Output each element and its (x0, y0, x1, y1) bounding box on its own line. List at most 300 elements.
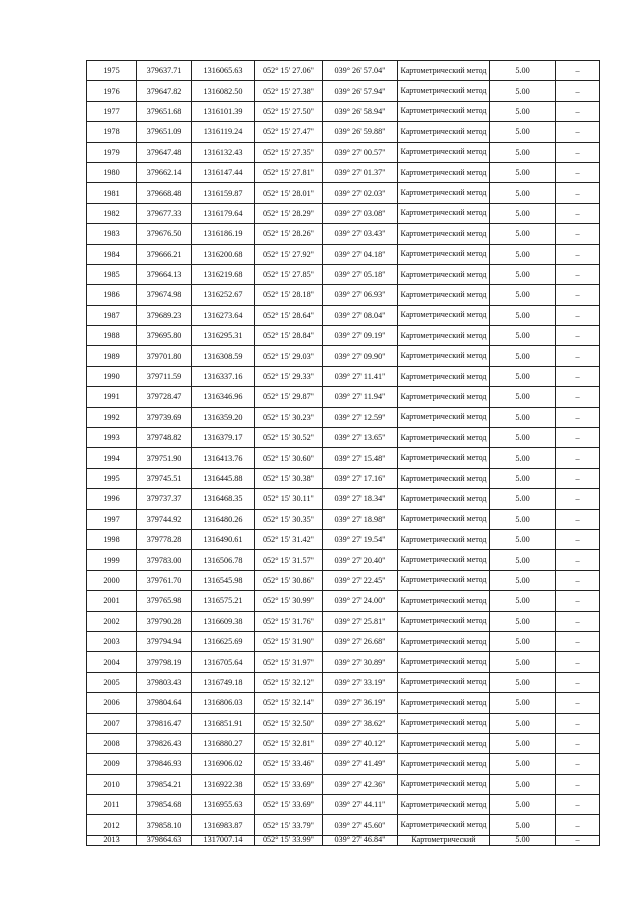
x-coordinate-cell: 379748.82 (137, 428, 192, 448)
point-number-cell: 1986 (87, 285, 137, 305)
longitude-cell: 039° 27' 42.36" (323, 774, 398, 794)
point-number-cell: 2004 (87, 652, 137, 672)
point-number-cell: 1979 (87, 142, 137, 162)
point-number-cell: 1977 (87, 101, 137, 121)
table-row (87, 774, 600, 794)
y-coordinate-cell: 1316200.68 (192, 244, 255, 264)
extra-cell: – (556, 733, 600, 753)
extra-cell: – (556, 101, 600, 121)
x-coordinate-cell: 379701.80 (137, 346, 192, 366)
table-row (87, 754, 600, 774)
accuracy-cell: 5.00 (490, 122, 556, 142)
latitude-cell: 052° 15' 30.52" (255, 428, 323, 448)
method-cell: Картометрический метод (398, 509, 490, 529)
table-row (87, 407, 600, 427)
table-row (87, 326, 600, 346)
longitude-cell: 039° 27' 09.90" (323, 346, 398, 366)
accuracy-cell: 5.00 (490, 815, 556, 835)
y-coordinate-cell: 1316337.16 (192, 366, 255, 386)
longitude-cell: 039° 27' 02.03" (323, 183, 398, 203)
y-coordinate-cell: 1316922.38 (192, 774, 255, 794)
x-coordinate-cell: 379783.00 (137, 550, 192, 570)
table-row (87, 509, 600, 529)
point-number-cell: 1997 (87, 509, 137, 529)
extra-cell: – (556, 652, 600, 672)
extra-cell: – (556, 672, 600, 692)
x-coordinate-cell: 379778.28 (137, 529, 192, 549)
method-cell: Картометрический метод (398, 611, 490, 631)
point-number-cell: 2008 (87, 733, 137, 753)
x-coordinate-cell: 379794.94 (137, 631, 192, 651)
method-cell: Картометрический метод (398, 285, 490, 305)
table-row (87, 733, 600, 753)
y-coordinate-cell: 1316065.63 (192, 61, 255, 81)
accuracy-cell: 5.00 (490, 326, 556, 346)
longitude-cell: 039° 26' 59.88" (323, 122, 398, 142)
longitude-cell: 039° 26' 57.94" (323, 81, 398, 101)
latitude-cell: 052° 15' 32.81" (255, 733, 323, 753)
accuracy-cell: 5.00 (490, 795, 556, 815)
table-row (87, 835, 600, 845)
method-cell: Картометрический метод (398, 101, 490, 121)
method-cell: Картометрический метод (398, 428, 490, 448)
y-coordinate-cell: 1316379.17 (192, 428, 255, 448)
y-coordinate-cell: 1316445.88 (192, 468, 255, 488)
y-coordinate-cell: 1316082.50 (192, 81, 255, 101)
table-row (87, 713, 600, 733)
y-coordinate-cell: 1316880.27 (192, 733, 255, 753)
accuracy-cell: 5.00 (490, 387, 556, 407)
table-row (87, 468, 600, 488)
longitude-cell: 039° 26' 57.04" (323, 61, 398, 81)
table-row (87, 672, 600, 692)
x-coordinate-cell: 379677.33 (137, 203, 192, 223)
x-coordinate-cell: 379651.68 (137, 101, 192, 121)
x-coordinate-cell: 379695.80 (137, 326, 192, 346)
longitude-cell: 039° 27' 15.48" (323, 448, 398, 468)
accuracy-cell: 5.00 (490, 529, 556, 549)
latitude-cell: 052° 15' 28.29" (255, 203, 323, 223)
accuracy-cell: 5.00 (490, 407, 556, 427)
accuracy-cell: 5.00 (490, 631, 556, 651)
method-cell: Картометрический метод (398, 224, 490, 244)
extra-cell: – (556, 448, 600, 468)
extra-cell: – (556, 611, 600, 631)
longitude-cell: 039° 27' 06.93" (323, 285, 398, 305)
extra-cell: – (556, 407, 600, 427)
extra-cell: – (556, 81, 600, 101)
table-row (87, 366, 600, 386)
extra-cell: – (556, 570, 600, 590)
latitude-cell: 052° 15' 28.18" (255, 285, 323, 305)
method-cell: Картометрический метод (398, 489, 490, 509)
longitude-cell: 039° 27' 19.54" (323, 529, 398, 549)
point-number-cell: 2011 (87, 795, 137, 815)
latitude-cell: 052° 15' 32.12" (255, 672, 323, 692)
y-coordinate-cell: 1316219.68 (192, 264, 255, 284)
point-number-cell: 2006 (87, 693, 137, 713)
y-coordinate-cell: 1316159.87 (192, 183, 255, 203)
extra-cell: – (556, 162, 600, 182)
latitude-cell: 052° 15' 30.11" (255, 489, 323, 509)
table-row (87, 264, 600, 284)
y-coordinate-cell: 1316906.02 (192, 754, 255, 774)
extra-cell: – (556, 366, 600, 386)
x-coordinate-cell: 379647.48 (137, 142, 192, 162)
table-row (87, 652, 600, 672)
accuracy-cell: 5.00 (490, 672, 556, 692)
y-coordinate-cell: 1316806.03 (192, 693, 255, 713)
extra-cell: – (556, 489, 600, 509)
table-row (87, 428, 600, 448)
table-row (87, 122, 600, 142)
accuracy-cell: 5.00 (490, 611, 556, 631)
table-row (87, 693, 600, 713)
method-cell: Картометрический метод (398, 774, 490, 794)
x-coordinate-cell: 379668.48 (137, 183, 192, 203)
longitude-cell: 039° 27' 44.11" (323, 795, 398, 815)
longitude-cell: 039° 27' 24.00" (323, 591, 398, 611)
method-cell: Картометрический метод (398, 815, 490, 835)
table-row (87, 183, 600, 203)
extra-cell: – (556, 529, 600, 549)
extra-cell: – (556, 550, 600, 570)
y-coordinate-cell: 1316101.39 (192, 101, 255, 121)
y-coordinate-cell: 1316252.67 (192, 285, 255, 305)
y-coordinate-cell: 1316147.44 (192, 162, 255, 182)
latitude-cell: 052° 15' 33.69" (255, 795, 323, 815)
extra-cell: – (556, 346, 600, 366)
table-row (87, 285, 600, 305)
latitude-cell: 052° 15' 30.23" (255, 407, 323, 427)
latitude-cell: 052° 15' 30.35" (255, 509, 323, 529)
longitude-cell: 039° 27' 12.59" (323, 407, 398, 427)
longitude-cell: 039° 27' 01.37" (323, 162, 398, 182)
method-cell: Картометрический метод (398, 652, 490, 672)
accuracy-cell: 5.00 (490, 101, 556, 121)
method-cell: Картометрический метод (398, 570, 490, 590)
y-coordinate-cell: 1316575.21 (192, 591, 255, 611)
latitude-cell: 052° 15' 28.84" (255, 326, 323, 346)
x-coordinate-cell: 379751.90 (137, 448, 192, 468)
point-number-cell: 1983 (87, 224, 137, 244)
method-cell: Картометрический метод (398, 713, 490, 733)
table-row (87, 244, 600, 264)
point-number-cell: 2000 (87, 570, 137, 590)
latitude-cell: 052° 15' 27.47" (255, 122, 323, 142)
table-row (87, 591, 600, 611)
method-cell: Картометрический (398, 835, 490, 845)
latitude-cell: 052° 15' 30.60" (255, 448, 323, 468)
latitude-cell: 052° 15' 31.97" (255, 652, 323, 672)
accuracy-cell: 5.00 (490, 81, 556, 101)
accuracy-cell: 5.00 (490, 448, 556, 468)
x-coordinate-cell: 379858.10 (137, 815, 192, 835)
extra-cell: – (556, 795, 600, 815)
accuracy-cell: 5.00 (490, 489, 556, 509)
x-coordinate-cell: 379676.50 (137, 224, 192, 244)
table-row (87, 611, 600, 631)
method-cell: Картометрический метод (398, 162, 490, 182)
latitude-cell: 052° 15' 30.99" (255, 591, 323, 611)
latitude-cell: 052° 15' 31.42" (255, 529, 323, 549)
extra-cell: – (556, 631, 600, 651)
x-coordinate-cell: 379637.71 (137, 61, 192, 81)
coordinates-table (86, 60, 600, 846)
method-cell: Картометрический метод (398, 81, 490, 101)
method-cell: Картометрический метод (398, 61, 490, 81)
accuracy-cell: 5.00 (490, 550, 556, 570)
table-body (87, 61, 600, 846)
accuracy-cell: 5.00 (490, 713, 556, 733)
table-row (87, 305, 600, 325)
accuracy-cell: 5.00 (490, 61, 556, 81)
point-number-cell: 1981 (87, 183, 137, 203)
extra-cell: – (556, 428, 600, 448)
table-row (87, 570, 600, 590)
table-row (87, 142, 600, 162)
method-cell: Картометрический метод (398, 529, 490, 549)
x-coordinate-cell: 379804.64 (137, 693, 192, 713)
y-coordinate-cell: 1316308.59 (192, 346, 255, 366)
y-coordinate-cell: 1316132.43 (192, 142, 255, 162)
latitude-cell: 052° 15' 27.85" (255, 264, 323, 284)
longitude-cell: 039° 27' 09.19" (323, 326, 398, 346)
method-cell: Картометрический метод (398, 550, 490, 570)
point-number-cell: 1999 (87, 550, 137, 570)
extra-cell: – (556, 774, 600, 794)
method-cell: Картометрический метод (398, 122, 490, 142)
point-number-cell: 2013 (87, 835, 137, 845)
y-coordinate-cell: 1316413.76 (192, 448, 255, 468)
x-coordinate-cell: 379662.14 (137, 162, 192, 182)
y-coordinate-cell: 1316346.96 (192, 387, 255, 407)
latitude-cell: 052° 15' 31.90" (255, 631, 323, 651)
y-coordinate-cell: 1316851.91 (192, 713, 255, 733)
accuracy-cell: 5.00 (490, 142, 556, 162)
y-coordinate-cell: 1316119.24 (192, 122, 255, 142)
longitude-cell: 039° 27' 40.12" (323, 733, 398, 753)
longitude-cell: 039° 27' 30.89" (323, 652, 398, 672)
latitude-cell: 052° 15' 28.01" (255, 183, 323, 203)
y-coordinate-cell: 1316609.38 (192, 611, 255, 631)
point-number-cell: 1982 (87, 203, 137, 223)
point-number-cell: 1987 (87, 305, 137, 325)
table-row (87, 346, 600, 366)
x-coordinate-cell: 379664.13 (137, 264, 192, 284)
latitude-cell: 052° 15' 29.87" (255, 387, 323, 407)
method-cell: Картометрический метод (398, 631, 490, 651)
table-row (87, 489, 600, 509)
longitude-cell: 039° 27' 41.49" (323, 754, 398, 774)
longitude-cell: 039° 27' 18.34" (323, 489, 398, 509)
extra-cell: – (556, 326, 600, 346)
latitude-cell: 052° 15' 29.03" (255, 346, 323, 366)
y-coordinate-cell: 1316186.19 (192, 224, 255, 244)
accuracy-cell: 5.00 (490, 183, 556, 203)
longitude-cell: 039° 27' 33.19" (323, 672, 398, 692)
longitude-cell: 039° 27' 05.18" (323, 264, 398, 284)
x-coordinate-cell: 379739.69 (137, 407, 192, 427)
y-coordinate-cell: 1316468.35 (192, 489, 255, 509)
accuracy-cell: 5.00 (490, 244, 556, 264)
extra-cell: – (556, 224, 600, 244)
point-number-cell: 2012 (87, 815, 137, 835)
latitude-cell: 052° 15' 27.35" (255, 142, 323, 162)
extra-cell: – (556, 61, 600, 81)
point-number-cell: 1980 (87, 162, 137, 182)
longitude-cell: 039° 27' 46.84" (323, 835, 398, 845)
longitude-cell: 039° 27' 18.98" (323, 509, 398, 529)
method-cell: Картометрический метод (398, 733, 490, 753)
latitude-cell: 052° 15' 32.14" (255, 693, 323, 713)
y-coordinate-cell: 1316359.20 (192, 407, 255, 427)
x-coordinate-cell: 379765.98 (137, 591, 192, 611)
extra-cell: – (556, 387, 600, 407)
accuracy-cell: 5.00 (490, 693, 556, 713)
x-coordinate-cell: 379711.59 (137, 366, 192, 386)
method-cell: Картометрический метод (398, 264, 490, 284)
method-cell: Картометрический метод (398, 468, 490, 488)
table-row (87, 815, 600, 835)
accuracy-cell: 5.00 (490, 468, 556, 488)
accuracy-cell: 5.00 (490, 835, 556, 845)
method-cell: Картометрический метод (398, 693, 490, 713)
longitude-cell: 039° 27' 20.40" (323, 550, 398, 570)
latitude-cell: 052° 15' 27.06" (255, 61, 323, 81)
point-number-cell: 2007 (87, 713, 137, 733)
x-coordinate-cell: 379798.19 (137, 652, 192, 672)
longitude-cell: 039° 27' 00.57" (323, 142, 398, 162)
accuracy-cell: 5.00 (490, 366, 556, 386)
latitude-cell: 052° 15' 33.99" (255, 835, 323, 845)
point-number-cell: 1996 (87, 489, 137, 509)
longitude-cell: 039° 27' 38.62" (323, 713, 398, 733)
accuracy-cell: 5.00 (490, 285, 556, 305)
accuracy-cell: 5.00 (490, 570, 556, 590)
x-coordinate-cell: 379745.51 (137, 468, 192, 488)
x-coordinate-cell: 379803.43 (137, 672, 192, 692)
method-cell: Картометрический метод (398, 305, 490, 325)
point-number-cell: 2002 (87, 611, 137, 631)
accuracy-cell: 5.00 (490, 754, 556, 774)
extra-cell: – (556, 509, 600, 529)
point-number-cell: 1978 (87, 122, 137, 142)
latitude-cell: 052° 15' 32.50" (255, 713, 323, 733)
latitude-cell: 052° 15' 31.76" (255, 611, 323, 631)
point-number-cell: 1989 (87, 346, 137, 366)
extra-cell: – (556, 713, 600, 733)
accuracy-cell: 5.00 (490, 346, 556, 366)
method-cell: Картометрический метод (398, 407, 490, 427)
longitude-cell: 039° 27' 03.08" (323, 203, 398, 223)
y-coordinate-cell: 1316490.61 (192, 529, 255, 549)
longitude-cell: 039° 26' 58.94" (323, 101, 398, 121)
longitude-cell: 039° 27' 04.18" (323, 244, 398, 264)
accuracy-cell: 5.00 (490, 162, 556, 182)
longitude-cell: 039° 27' 13.65" (323, 428, 398, 448)
latitude-cell: 052° 15' 27.92" (255, 244, 323, 264)
longitude-cell: 039° 27' 08.04" (323, 305, 398, 325)
accuracy-cell: 5.00 (490, 428, 556, 448)
table-row (87, 162, 600, 182)
point-number-cell: 1994 (87, 448, 137, 468)
x-coordinate-cell: 379854.21 (137, 774, 192, 794)
method-cell: Картометрический метод (398, 366, 490, 386)
point-number-cell: 2010 (87, 774, 137, 794)
longitude-cell: 039° 27' 11.41" (323, 366, 398, 386)
extra-cell: – (556, 815, 600, 835)
x-coordinate-cell: 379744.92 (137, 509, 192, 529)
table-row (87, 224, 600, 244)
x-coordinate-cell: 379689.23 (137, 305, 192, 325)
x-coordinate-cell: 379826.43 (137, 733, 192, 753)
x-coordinate-cell: 379864.63 (137, 835, 192, 845)
latitude-cell: 052° 15' 27.50" (255, 101, 323, 121)
table-row (87, 529, 600, 549)
longitude-cell: 039° 27' 26.68" (323, 631, 398, 651)
x-coordinate-cell: 379737.37 (137, 489, 192, 509)
point-number-cell: 1998 (87, 529, 137, 549)
point-number-cell: 1991 (87, 387, 137, 407)
latitude-cell: 052° 15' 28.64" (255, 305, 323, 325)
y-coordinate-cell: 1316273.64 (192, 305, 255, 325)
extra-cell: – (556, 591, 600, 611)
method-cell: Картометрический метод (398, 591, 490, 611)
latitude-cell: 052° 15' 30.38" (255, 468, 323, 488)
extra-cell: – (556, 835, 600, 845)
extra-cell: – (556, 142, 600, 162)
latitude-cell: 052° 15' 29.33" (255, 366, 323, 386)
y-coordinate-cell: 1316506.78 (192, 550, 255, 570)
accuracy-cell: 5.00 (490, 509, 556, 529)
y-coordinate-cell: 1317007.14 (192, 835, 255, 845)
point-number-cell: 2005 (87, 672, 137, 692)
method-cell: Картометрический метод (398, 346, 490, 366)
x-coordinate-cell: 379647.82 (137, 81, 192, 101)
longitude-cell: 039° 27' 22.45" (323, 570, 398, 590)
longitude-cell: 039° 27' 11.94" (323, 387, 398, 407)
table-row (87, 795, 600, 815)
latitude-cell: 052° 15' 33.69" (255, 774, 323, 794)
latitude-cell: 052° 15' 31.57" (255, 550, 323, 570)
point-number-cell: 1975 (87, 61, 137, 81)
latitude-cell: 052° 15' 33.79" (255, 815, 323, 835)
x-coordinate-cell: 379666.21 (137, 244, 192, 264)
longitude-cell: 039° 27' 17.16" (323, 468, 398, 488)
y-coordinate-cell: 1316625.69 (192, 631, 255, 651)
latitude-cell: 052° 15' 28.26" (255, 224, 323, 244)
point-number-cell: 1976 (87, 81, 137, 101)
x-coordinate-cell: 379790.28 (137, 611, 192, 631)
latitude-cell: 052° 15' 33.46" (255, 754, 323, 774)
point-number-cell: 2009 (87, 754, 137, 774)
method-cell: Картометрический метод (398, 326, 490, 346)
extra-cell: – (556, 203, 600, 223)
table-row (87, 550, 600, 570)
method-cell: Картометрический метод (398, 754, 490, 774)
point-number-cell: 2001 (87, 591, 137, 611)
extra-cell: – (556, 264, 600, 284)
latitude-cell: 052° 15' 27.38" (255, 81, 323, 101)
longitude-cell: 039° 27' 03.43" (323, 224, 398, 244)
accuracy-cell: 5.00 (490, 733, 556, 753)
y-coordinate-cell: 1316480.26 (192, 509, 255, 529)
y-coordinate-cell: 1316749.18 (192, 672, 255, 692)
extra-cell: – (556, 693, 600, 713)
y-coordinate-cell: 1316545.98 (192, 570, 255, 590)
y-coordinate-cell: 1316295.31 (192, 326, 255, 346)
